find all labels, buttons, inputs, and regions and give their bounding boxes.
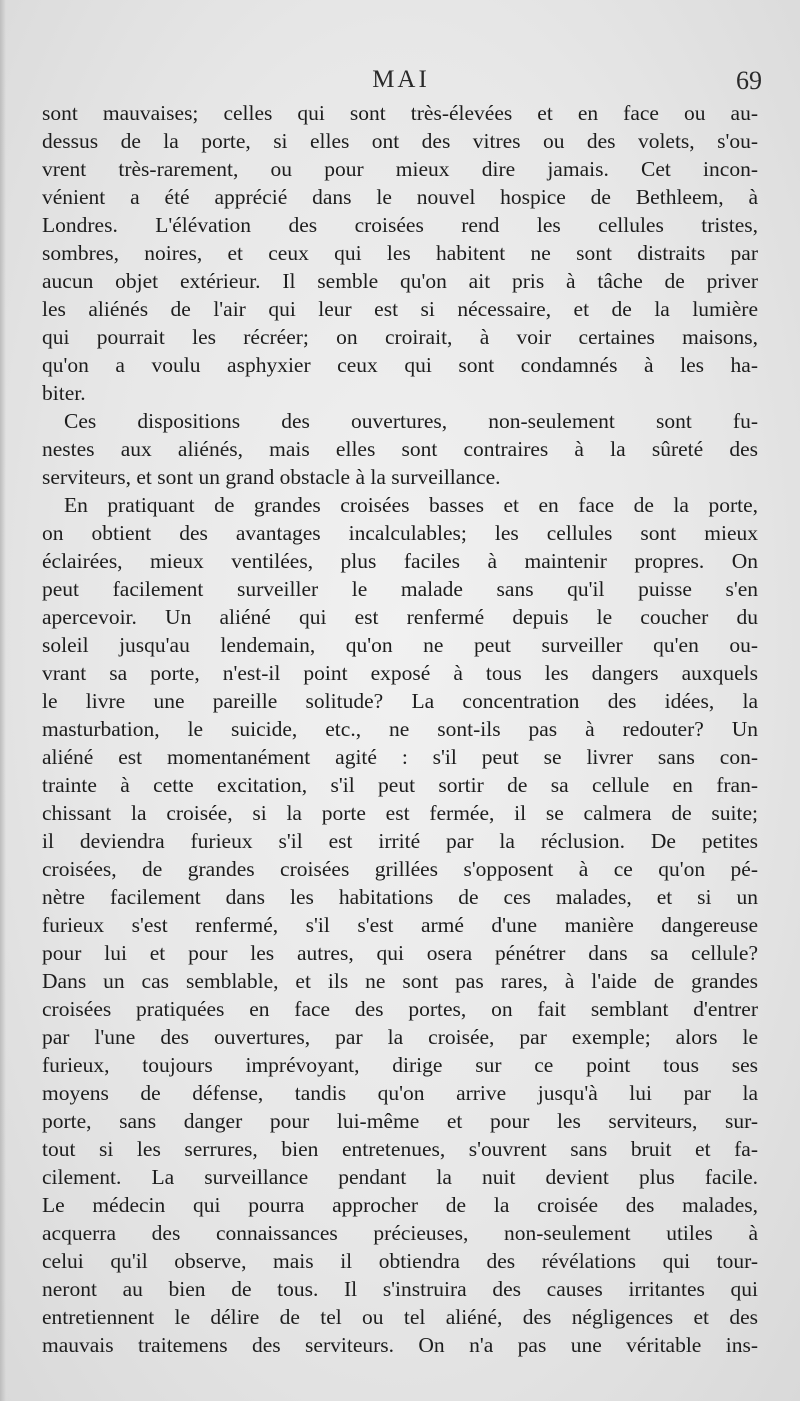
text-line: En pratiquant de grandes croisées basses et en face de la porte, [64,493,758,517]
text-line: sombres, noires, et ceux qui les habitent ne sont distraits par [42,241,758,265]
text-line: acquerra des connaissances précieuses, non-seulement utiles à [42,1221,758,1245]
text-line: celui qu'il observe, mais il obtiendra des révélations qui tour- [42,1249,758,1273]
text-line: vénient a été apprécié dans le nouvel hospice de Bethleem, à [42,185,758,209]
text-line: cilement. La surveillance pendant la nuit devient plus facile. [42,1165,758,1189]
text-line: soleil jusqu'au lendemain, qu'on ne peut surveiller qu'en ou- [42,633,758,657]
text-line: Ces dispositions des ouvertures, non-seulement sont fu- [64,409,758,433]
text-line: on obtient des avantages incalculables; les cellules sont mieux [42,521,758,545]
text-line: aucun objet extérieur. Il semble qu'on ait pris à tâche de priver [42,269,758,293]
text-line: vrant sa porte, n'est-il point exposé à tous les dangers auxquels [42,661,758,685]
text-line: croisées pratiquées en face des portes, on fait semblant d'entrer [42,997,758,1021]
text-line: par l'une des ouvertures, par la croisée, par exemple; alors le [42,1025,758,1049]
text-line: trainte à cette excitation, s'il peut sortir de sa cellule en fran- [42,773,758,797]
text-line: les aliénés de l'air qui leur est si nécessaire, et de la lumière [42,297,758,321]
text-line: furieux, toujours imprévoyant, dirige sur ce point tous ses [42,1053,758,1077]
text-line: tout si les serrures, bien entretenues, s'ouvrent sans bruit et fa- [42,1137,758,1161]
text-line: sont mauvaises; celles qui sont très-élevées et en face ou au- [42,101,758,125]
text-line: moyens de défense, tandis qu'on arrive jusqu'à lui par la [42,1081,758,1105]
running-head: MAI [372,66,430,93]
text-line: furieux s'est renfermé, s'il s'est armé d'une manière dangereuse [42,913,758,937]
text-line: biter. [42,381,86,405]
text-line: qu'on a voulu asphyxier ceux qui sont condamnés à les ha- [42,353,758,377]
text-line: nètre facilement dans les habitations de ces malades, et si un [42,885,758,909]
text-line: Londres. L'élévation des croisées rend les cellules tristes, [42,213,758,237]
page-edge-shadow [0,0,6,1401]
text-line: neront au bien de tous. Il s'instruira des causes irritantes qui [42,1277,758,1301]
text-line: mauvais traitemens des serviteurs. On n'a pas une véritable ins- [42,1333,758,1357]
text-line: Dans un cas semblable, et ils ne sont pas rares, à l'aide de grandes [42,969,758,993]
text-line: pour lui et pour les autres, qui osera pénétrer dans sa cellule? [42,941,758,965]
text-line: apercevoir. Un aliéné qui est renfermé depuis le coucher du [42,605,758,629]
text-line: croisées, de grandes croisées grillées s'opposent à ce qu'on pé- [42,857,758,881]
text-line: serviteurs, et sont un grand obstacle à la surveillance. [42,465,501,489]
text-line: aliéné est momentanément agité : s'il peut se livrer sans con- [42,745,758,769]
body-text [42,99,758,1359]
text-line: il deviendra furieux s'il est irrité par la réclusion. De petites [42,829,758,853]
text-line: qui pourrait les récréer; on croirait, à voir certaines maisons, [42,325,758,349]
text-line: peut facilement surveiller le malade sans qu'il puisse s'en [42,577,758,601]
text-line: le livre une pareille solitude? La concentration des idées, la [42,689,758,713]
text-line: dessus de la porte, si elles ont des vitres ou des volets, s'ou- [42,129,758,153]
text-line: entretiennent le délire de tel ou tel aliéné, des négligences et des [42,1305,758,1329]
text-line: éclairées, mieux ventilées, plus faciles à maintenir propres. On [42,549,758,573]
text-line: chissant la croisée, si la porte est fermée, il se calmera de suite; [42,801,758,825]
text-line: porte, sans danger pour lui-même et pour les serviteurs, sur- [42,1109,758,1133]
page-header [40,66,762,100]
text-line: masturbation, le suicide, etc., ne sont-ils pas à redouter? Un [42,717,758,741]
text-line: Le médecin qui pourra approcher de la croisée des malades, [42,1193,758,1217]
page-number: 69 [736,66,762,95]
text-line: nestes aux aliénés, mais elles sont contraires à la sûreté des [42,437,758,461]
text-line: vrent très-rarement, ou pour mieux dire jamais. Cet incon- [42,157,758,181]
